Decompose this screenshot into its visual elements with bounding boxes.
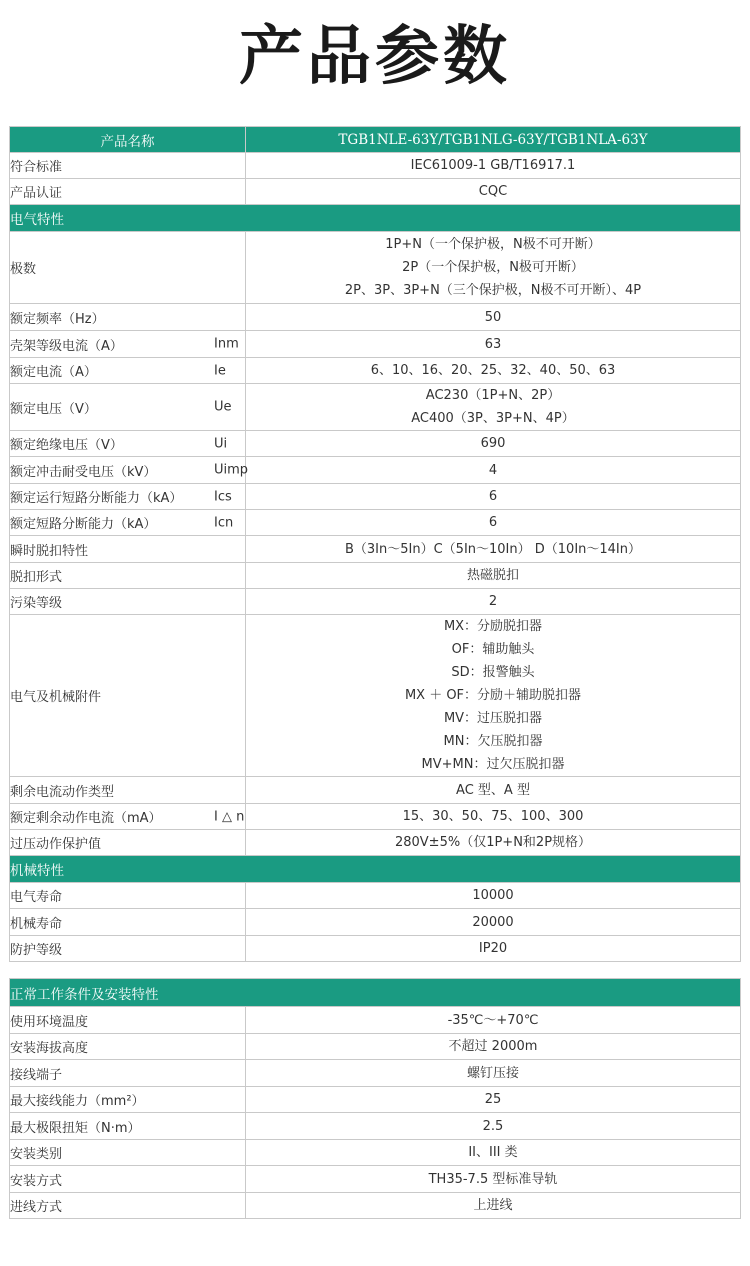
param-name: 脱扣形式 <box>10 570 63 585</box>
table-header-row <box>10 127 741 153</box>
table-row <box>10 431 741 457</box>
param-name: 额定绝缘电压（V） <box>10 438 123 453</box>
param-symbol: I △ n <box>214 809 245 824</box>
param-value-line: IP20 <box>478 941 508 956</box>
param-label-cell <box>10 331 246 358</box>
param-value-cell <box>246 909 741 936</box>
param-value-cell <box>246 1007 741 1034</box>
table-row <box>10 1060 741 1087</box>
param-symbol: Ui <box>214 436 228 451</box>
param-symbol: Ics <box>214 489 232 504</box>
param-label-cell <box>10 1060 246 1087</box>
table-row <box>10 936 741 962</box>
param-value-line: 690 <box>480 436 506 451</box>
param-value-line: SD：报警触头 <box>451 665 535 680</box>
param-label-cell <box>10 384 246 431</box>
header-model-cell: TGB1NLE-63Y/TGB1NLG-63Y/TGB1NLA-63Y <box>246 127 741 153</box>
param-value-cell <box>246 304 741 331</box>
param-value-cell <box>246 883 741 909</box>
param-label-cell <box>10 1007 246 1034</box>
section-header <box>10 205 741 232</box>
table-row <box>10 883 741 909</box>
param-label-cell <box>10 936 246 962</box>
param-value-cell <box>246 615 741 777</box>
table-row <box>10 830 741 856</box>
param-symbol: Ie <box>214 363 226 378</box>
param-value-cell <box>246 589 741 615</box>
param-label-cell <box>10 804 246 830</box>
param-name: 电气寿命 <box>10 890 63 905</box>
param-name: 防护等级 <box>10 943 63 958</box>
param-label-cell <box>10 1140 246 1166</box>
param-value-cell <box>246 384 741 431</box>
param-label-cell <box>10 1087 246 1113</box>
param-value-line: 280V±5%（仅1P+N和2P规格） <box>394 835 592 850</box>
param-label-cell <box>10 431 246 457</box>
param-value-line: TH35-7.5 型标准导轨 <box>428 1171 558 1187</box>
param-label-cell <box>10 1034 246 1060</box>
table-row <box>10 615 741 777</box>
param-name: 污染等级 <box>10 596 63 611</box>
param-value-cell <box>246 563 741 589</box>
param-value-line: 50 <box>484 309 502 325</box>
param-label-cell <box>10 1193 246 1219</box>
param-label-cell <box>10 563 246 589</box>
param-value-line: 20000 <box>472 914 514 930</box>
param-value-line: MV+MN：过欠压脱扣器 <box>421 757 565 772</box>
table-row <box>10 777 741 804</box>
table-row <box>10 457 741 484</box>
section-title: 电气特性 <box>10 205 741 232</box>
param-value-line: 6 <box>488 515 498 530</box>
param-value-cell <box>246 232 741 304</box>
param-name: 接线端子 <box>10 1067 63 1083</box>
param-value-line: AC 型、A 型 <box>456 782 530 798</box>
param-name: 过压动作保护值 <box>10 837 102 852</box>
param-value-cell <box>246 536 741 563</box>
param-value-line: B（3In～5In）C（5In～10In） D（10In～14In） <box>344 541 642 557</box>
table-row <box>10 179 741 205</box>
param-value-line: 2P（一个保护极，N极可开断） <box>402 260 584 275</box>
table-row <box>10 153 741 179</box>
param-value-line: 6、10、16、20、25、32、40、50、63 <box>370 363 616 378</box>
param-value-cell <box>246 936 741 962</box>
param-value-cell <box>246 804 741 830</box>
param-value-line: 63 <box>484 336 502 352</box>
param-name: 额定电压（V） <box>10 401 97 417</box>
param-name: 最大极限扭矩（N·m） <box>10 1120 141 1136</box>
table-row <box>10 358 741 384</box>
param-value-line: 4 <box>488 462 498 478</box>
param-name: 产品认证 <box>10 186 63 201</box>
param-value-line: AC400（3P、3P+N、4P） <box>411 411 575 426</box>
table-row <box>10 1087 741 1113</box>
param-value-cell <box>246 1060 741 1087</box>
param-value-line: 10000 <box>472 888 514 903</box>
section-header <box>10 856 741 883</box>
table-row <box>10 484 741 510</box>
param-value-line: CQC <box>478 184 508 199</box>
param-symbol: Uimp <box>214 462 249 478</box>
param-label-cell <box>10 510 246 536</box>
param-label-cell <box>10 536 246 563</box>
table-row <box>10 804 741 830</box>
param-label-cell <box>10 304 246 331</box>
param-value-cell <box>246 179 741 205</box>
param-value-cell <box>246 1193 741 1219</box>
table-row <box>10 1034 741 1060</box>
param-name: 符合标准 <box>10 160 63 175</box>
param-label-cell <box>10 909 246 936</box>
param-name: 使用环境温度 <box>10 1014 89 1030</box>
table-row <box>10 563 741 589</box>
param-value-cell <box>246 457 741 484</box>
param-name: 安装类别 <box>10 1147 63 1162</box>
table-row <box>10 384 741 431</box>
param-value-line: MX ＋ OF：分励＋辅助脱扣器 <box>404 688 582 703</box>
param-value-cell <box>246 1034 741 1060</box>
param-value-line: 2 <box>488 594 498 609</box>
param-value-cell <box>246 331 741 358</box>
table-row <box>10 589 741 615</box>
param-name: 额定运行短路分断能力（kA） <box>10 491 183 506</box>
param-name: 额定冲击耐受电压（kV） <box>10 464 157 480</box>
param-symbol: Ue <box>214 399 232 415</box>
param-name: 进线方式 <box>10 1200 63 1215</box>
param-value-line: 2.5 <box>482 1118 504 1134</box>
param-value-cell <box>246 484 741 510</box>
spec-table-installation <box>9 978 741 1219</box>
table-row <box>10 1007 741 1034</box>
param-label-cell <box>10 1113 246 1140</box>
table-row <box>10 1113 741 1140</box>
param-value-cell <box>246 1166 741 1193</box>
param-name: 额定频率（Hz） <box>10 311 105 327</box>
param-value-line: MX：分励脱扣器 <box>443 619 543 634</box>
param-name: 额定电流（A） <box>10 365 97 380</box>
header-name-cell: 产品名称 <box>10 127 246 153</box>
param-value-line: OF：辅助触头 <box>451 642 535 657</box>
param-value-line: MV：过压脱扣器 <box>443 711 543 726</box>
param-value-cell <box>246 358 741 384</box>
param-name: 极数 <box>10 262 37 277</box>
param-name: 机械寿命 <box>10 916 63 932</box>
param-value-cell <box>246 153 741 179</box>
section-header <box>10 979 741 1007</box>
table-row <box>10 331 741 358</box>
param-label-cell <box>10 589 246 615</box>
param-value-cell <box>246 777 741 804</box>
section-title: 正常工作条件及安装特性 <box>10 979 741 1007</box>
param-value-line: 不超过 2000m <box>448 1039 538 1054</box>
param-value-cell <box>246 830 741 856</box>
param-label-cell <box>10 232 246 304</box>
param-label-cell <box>10 830 246 856</box>
table-row <box>10 232 741 304</box>
param-label-cell <box>10 777 246 804</box>
param-value-line: MN：欠压脱扣器 <box>443 734 543 749</box>
param-value-line: II、III 类 <box>468 1145 518 1160</box>
param-value-line: -35℃～+70℃ <box>447 1012 539 1028</box>
param-value-line: 15、30、50、75、100、300 <box>402 809 584 824</box>
param-name: 最大接线能力（mm²） <box>10 1094 145 1109</box>
param-name: 剩余电流动作类型 <box>10 784 115 800</box>
param-value-line: 6 <box>488 489 498 504</box>
param-value-line: 2P、3P、3P+N（三个保护极，N极不可开断）、4P <box>344 283 642 298</box>
param-name: 安装方式 <box>10 1173 63 1189</box>
param-label-cell <box>10 179 246 205</box>
param-label-cell <box>10 883 246 909</box>
table-row <box>10 510 741 536</box>
param-symbol: Icn <box>214 515 234 530</box>
param-value-cell <box>246 510 741 536</box>
param-value-cell <box>246 1113 741 1140</box>
param-symbol: Inm <box>214 336 239 352</box>
spec-table-main <box>9 126 741 962</box>
param-value-line: 上进线 <box>473 1198 513 1213</box>
param-value-cell <box>246 1087 741 1113</box>
param-label-cell <box>10 1166 246 1193</box>
param-value-line: 25 <box>484 1092 502 1107</box>
param-label-cell <box>10 615 246 777</box>
param-name: 电气及机械附件 <box>10 690 102 705</box>
param-label-cell <box>10 484 246 510</box>
param-name: 壳架等级电流（A） <box>10 338 123 354</box>
param-value-cell <box>246 431 741 457</box>
table-row <box>10 909 741 936</box>
page-title: 产品参数 <box>239 20 511 94</box>
param-value-line: 1P+N（一个保护极，N极不可开断） <box>385 237 601 252</box>
param-name: 额定剩余动作电流（mA） <box>10 811 162 826</box>
section-title: 机械特性 <box>10 856 741 883</box>
table-row <box>10 536 741 563</box>
table-row <box>10 304 741 331</box>
param-label-cell <box>10 153 246 179</box>
param-label-cell <box>10 358 246 384</box>
param-value-line: 热磁脱扣 <box>466 568 519 583</box>
table-row <box>10 1140 741 1166</box>
table-row <box>10 1193 741 1219</box>
param-value-line: IEC61009-1 GB/T16917.1 <box>410 158 576 173</box>
param-name: 安装海拔高度 <box>10 1041 89 1056</box>
param-value-cell <box>246 1140 741 1166</box>
param-value-line: 螺钉压接 <box>466 1065 519 1081</box>
param-name: 瞬时脱扣特性 <box>10 543 89 559</box>
param-label-cell <box>10 457 249 484</box>
param-value-line: AC230（1P+N、2P） <box>425 388 561 403</box>
table-row <box>10 1166 741 1193</box>
param-name: 额定短路分断能力（kA） <box>10 517 157 532</box>
